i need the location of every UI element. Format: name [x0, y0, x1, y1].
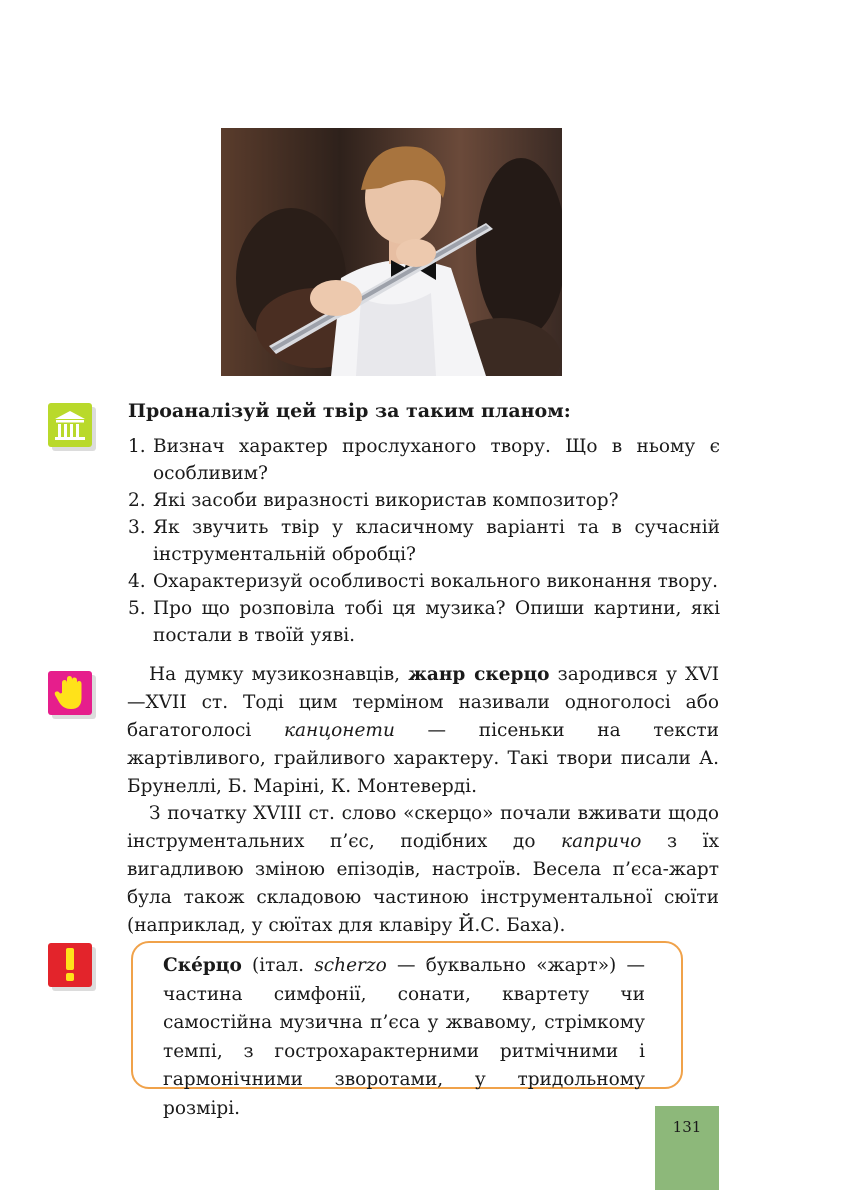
- definition-text: Ске́рцо (італ. scherzo — буквально «жарт») — частина симфонії, сонати, квартету чи самостійна музична п’єса у жвавому, стрімкому темпі, з гострохарактерними ритмічними і гармонічними зворотами, у тридольному розмірі.: [163, 955, 646, 1119]
- list-item: 4. Охарактеризуй особливості вокального виконання твору.: [128, 571, 718, 592]
- definition-box: [131, 941, 683, 1119]
- list-item: 5. Про що розповіла тобі ця музика? Опиши картини, які постали в твоїй уяві.: [128, 598, 720, 646]
- paragraph-scherzo-origin: На думку музикознавців, жанр скерцо зародився у XVI—XVII ст. Тоді цим терміном називали одноголосі або багатоголосі канцонети — пісеньки на тексти жартівливого, грайливого характеру. Такі твори писали А. Брунеллі, Б. Маріні, К. Монтеверді.: [127, 664, 720, 797]
- photo-illustration: [221, 128, 562, 376]
- task-heading: Проаналізуй цей твір за таким планом:: [128, 400, 571, 422]
- hand-icon: [48, 671, 92, 715]
- page-number: 131: [672, 1118, 702, 1136]
- definition-term: Ске́рцо: [163, 955, 242, 976]
- list-item: 3. Як звучить твір у класичному варіанті та в сучасній інструментальній обробці?: [128, 517, 720, 565]
- exclamation-icon: [48, 943, 92, 987]
- boy-with-flute-photo: [221, 128, 562, 376]
- page-number-tab: [655, 1106, 719, 1190]
- list-item: 2. Які засоби виразності використав композитор?: [128, 490, 619, 511]
- list-item: 1. Визнач характер прослуханого твору. Що в ньому є особливим?: [128, 436, 720, 484]
- task-list: [128, 433, 720, 649]
- museum-icon: [48, 403, 92, 447]
- paragraph-scherzo-instrumental: З початку XVIII ст. слово «скерцо» почали вживати щодо інструментальних п’єс, подібних до капричо з їх вигадливою зміною епізодів, настроїв. Весела п’єса-жарт була також складовою частиною інструментальної сюїти (наприклад, у сюїтах для клавіру Й.С. Баха).: [127, 803, 720, 936]
